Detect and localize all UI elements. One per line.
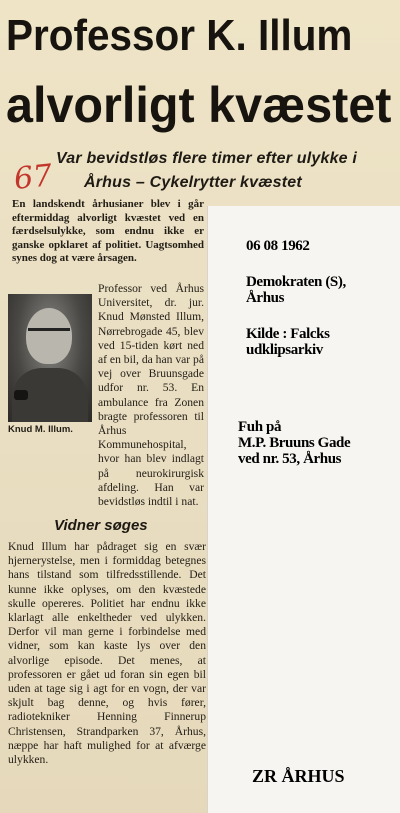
note-newspaper-line-2: Århus [246,290,285,306]
note-footer: ZR ÅRHUS [252,766,345,786]
portrait-photo [8,294,92,422]
note-source-line-2: udklipsarkiv [246,342,323,358]
article-paragraph-2: Knud Illum har pådraget sig en svær hjernerystelse, men i formiddag betegnes hans tilstand som tilfredsstillende. Det kunne ikke oplyses, om den kvæstede skulle opereres. Politiet har endnu ikke klarlagt alle enkeltheder ved ulykken. Derfor vil man gerne i forbindelse med vidner, som kan kaste lys over den alvorlige episode. Det menes, at professoren er gået ud foran sin egen bil uden at tage sig i agt for en vogn, der var skjult bag denne, og hvis fører, radiotekniker Henning Finnerup Christensen, Strandparken 37, Århus, næppe har haft mulighed for at afværge ulykken. [8,540,206,767]
archive-note-paper [208,206,400,813]
note-source-line-1: Kilde : Falcks [246,326,330,342]
lead-paragraph: En landskendt århusianer blev i går eftermiddag alvorligt kvæstet ved en færdselsulykke, som endnu ikke er ganske opklaret af politiet. Uagtsomhed synes dog at være årsagen. [12,198,204,265]
note-location-line-1: Fuh på [238,419,282,435]
headline-line-2: alvorligt kvæstet [6,77,392,133]
note-location-line-2: M.P. Bruuns Gade [238,435,351,451]
headline-line-1: Professor K. Illum [6,11,353,60]
handwritten-number: 67 [12,158,54,197]
photo-caption: Knud M. Illum. [8,424,73,435]
article-paragraph-1: Professor ved Århus Universitet, dr. jur. Knud Mønsted Illum, Nørrebrogade 45, blev ved 15-tiden kørt ned af en bil, da han var på vej over Bruunsgade udfor nr. 53. En ambulance fra Zonen bragte professoren til Århus Kommunehospital, hvor han blev indlagt på neurokirurgisk afdeling. Han var bevidstløs indtil i nat. [98,282,204,509]
note-newspaper-line-1: Demokraten (S), [246,274,346,290]
subheadline-line-1: Var bevidstløs flere timer efter ulykke i [56,150,358,167]
note-location-line-3: ved nr. 53, Århus [238,451,342,467]
note-date: 06 08 1962 [246,238,310,254]
subheadline-line-2: Århus – Cykelrytter kvæstet [84,174,302,191]
section-heading: Vidner søges [54,517,148,534]
